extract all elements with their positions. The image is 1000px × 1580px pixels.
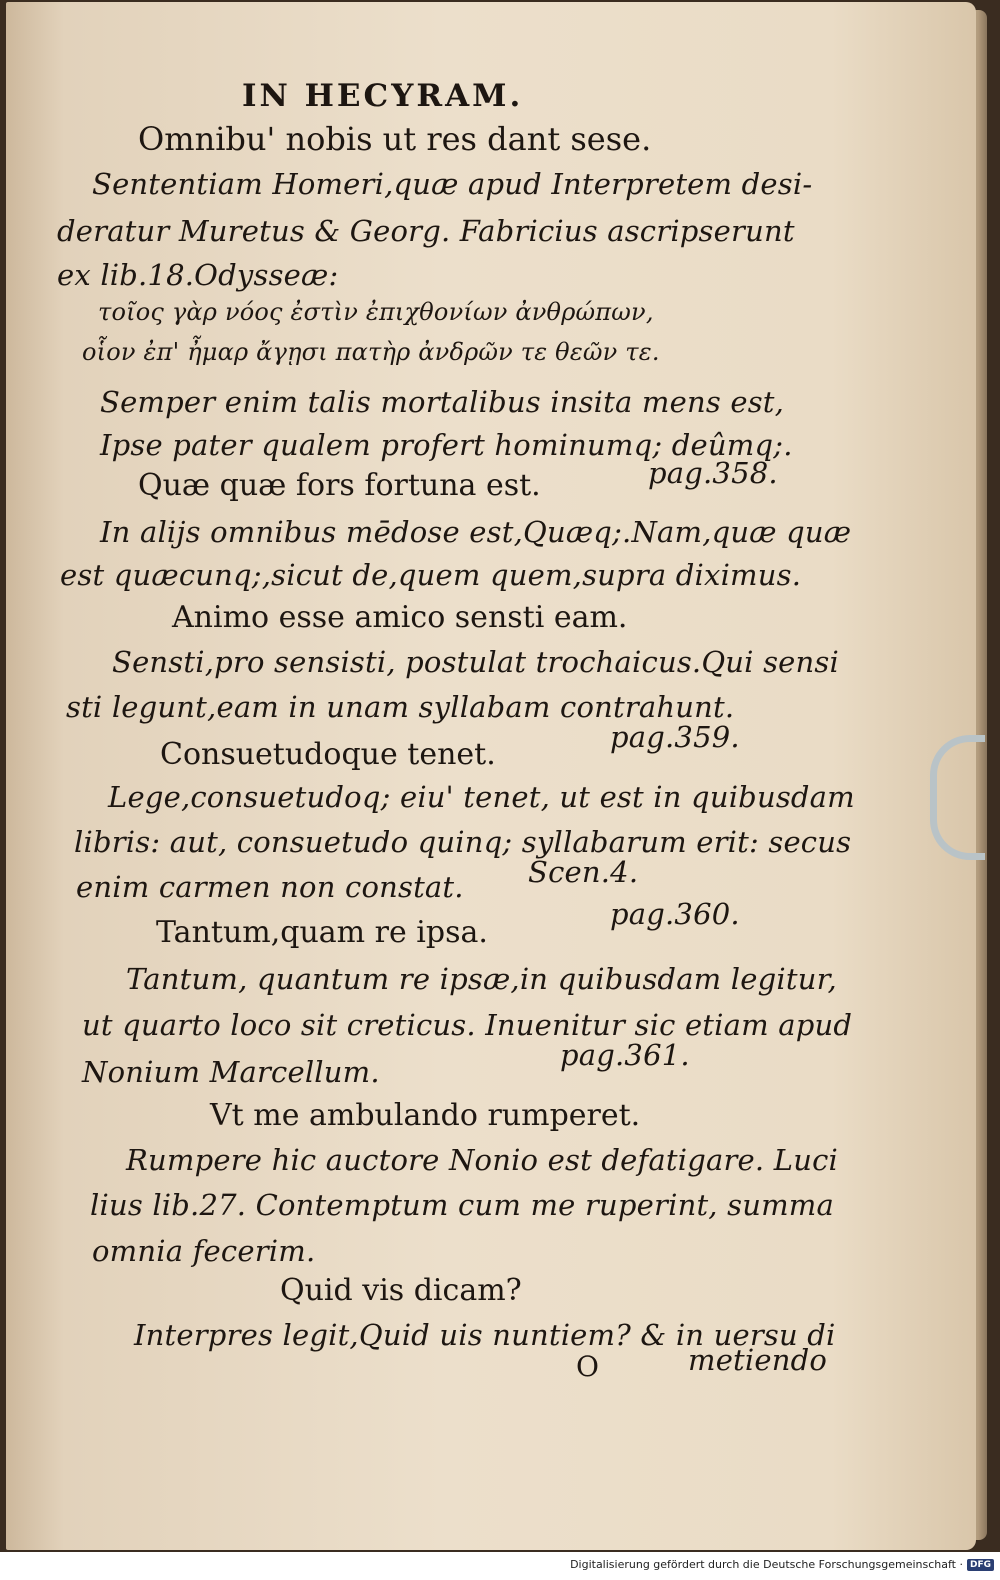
text-line: Tantum, quantum re ipsæ,in quibusdam legitur, (126, 962, 837, 996)
text-line: est quæcunq;,sicut de,quem quem,supra diximus. (60, 558, 802, 592)
greek-line: οἷον ἐπ' ἦμαρ ἄγῃσι πατὴρ ἀνδρῶν τε θεῶν τε. (82, 338, 660, 366)
page-ref: pag.360. (610, 897, 740, 931)
text-line: Semper enim talis mortalibus insita mens est, (100, 385, 785, 419)
text-line: Animo esse amico sensti eam. (172, 600, 628, 635)
text-line: Consuetudoque tenet. (160, 737, 496, 772)
text-line: Sensti,pro sensisti, postulat trochaicus.Qui sensi (112, 645, 839, 679)
text-line: Quid vis dicam? (280, 1273, 522, 1308)
text-line: Nonium Marcellum. (82, 1055, 380, 1089)
text-line: Vt me ambulando rumperet. (210, 1098, 641, 1133)
page-ref: Scen.4. (528, 855, 639, 889)
text-line: sti legunt,eam in unam syllabam contrahunt. (66, 690, 735, 724)
text-line: Omnibu' nobis ut res dant sese. (138, 120, 652, 158)
text-line: libris: aut, consuetudo quinq; syllabarum erit: secus (74, 825, 852, 859)
text-line: enim carmen non constat. (76, 870, 464, 904)
text-line: Ipse pater qualem profert hominumq; deûmq;. (100, 428, 793, 462)
text-line: Sententiam Homeri,quæ apud Interpretem desi- (92, 167, 813, 201)
text-line: In alijs omnibus mēdose est,Quæq;.Nam,quæ quæ (100, 515, 852, 549)
page-ref: pag.361. (560, 1038, 690, 1072)
text-line: Tantum,quam re ipsa. (156, 915, 488, 950)
text-line: ut quarto loco sit creticus. Inuenitur sic etiam apud (82, 1008, 853, 1042)
page-ref: pag.359. (610, 720, 740, 754)
text-line: Quæ quæ fors fortuna est. (138, 468, 541, 503)
text-line: Rumpere hic auctore Nonio est defatigare. Luci (126, 1143, 838, 1177)
text-line: ex lib.18.Odysseæ: (57, 258, 339, 292)
running-title: IN HECYRAM. (242, 78, 524, 114)
credit-text: Digitalisierung gefördert durch die Deutsche Forschungsgemeinschaft · (570, 1558, 963, 1571)
signature-mark: O (576, 1350, 599, 1383)
text-line: deratur Muretus & Georg. Fabricius ascripserunt (57, 214, 795, 248)
text-line: omnia fecerim. (92, 1234, 316, 1268)
catchword: metiendo (688, 1343, 828, 1377)
dfg-logo-icon: DFG (967, 1559, 994, 1571)
digitization-credit (570, 1558, 994, 1571)
text-line: lius lib.27. Contemptum cum me ruperint, summa (90, 1188, 834, 1222)
page-ref: pag.358. (648, 456, 778, 490)
text-line: Interpres legit,Quid uis nuntiem? & in uersu di (134, 1318, 836, 1352)
text-line: Lege,consuetudoq; eiu' tenet, ut est in quibusdam (108, 780, 855, 814)
greek-line: τοῖος γὰρ νόος ἐστὶν ἐπιχθονίων ἀνθρώπων, (98, 298, 654, 326)
